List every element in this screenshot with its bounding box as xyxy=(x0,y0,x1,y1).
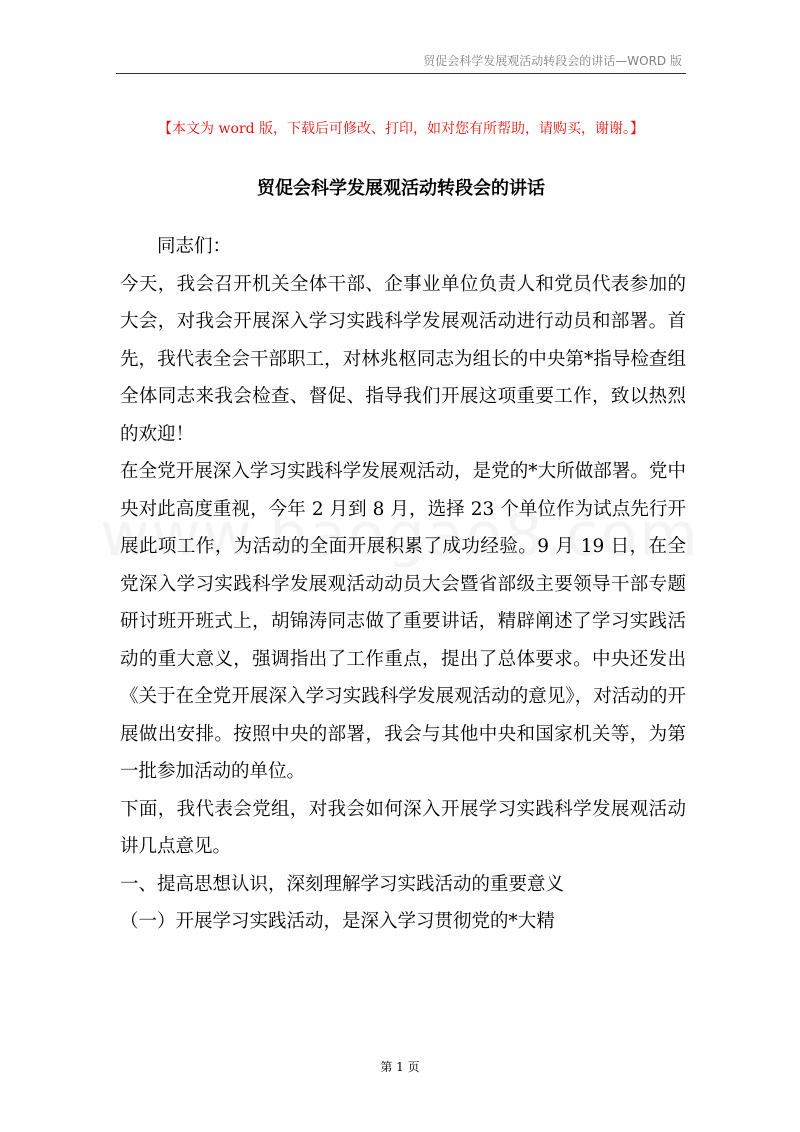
salutation: 同志们： xyxy=(157,236,232,257)
page-number: 第 1 页 xyxy=(380,1060,420,1074)
document-body xyxy=(120,228,686,941)
purchase-notice: 【本文为 word 版，下载后可修改、打印，如对您有所帮助，请购买，谢谢。】 xyxy=(158,121,644,137)
subsection-heading: （一）开展学习实践活动，是深入学习贯彻党的*大精 xyxy=(120,911,555,932)
document-title: 贸促会科学发展观活动转段会的讲话 xyxy=(257,178,545,199)
running-header: 贸促会科学发展观活动转段会的讲话—WORD 版 xyxy=(423,54,682,68)
body-paragraph: 今天，我会召开机关全体干部、企事业单位负责人和党员代表参加的大会，对我会开展深入学习实践科学发展观活动进行动员和部署。首先，我代表全会干部职工，对林兆枢同志为组长的中央第*指导检查组全体同志来我会检查、督促、指导我们开展这项重要工作，致以热烈的欢迎！ xyxy=(120,273,686,445)
body-paragraph: 在全党开展深入学习实践科学发展观活动，是党的*大所做部署。党中央对此高度重视，今年 2 月到 8 月，选择 23 个单位作为试点先行开展此项工作，为活动的全面开展积累了成功经验。9 月 19 日，在全党深入学习实践科学发展观活动动员大会暨省部级主要领导干部专题研讨班开班式上，胡锦涛同志做了重要讲话，精辟阐述了学习实践活动的重大意义，强调指出了工作重点，提出了总体要求。中央还发出《关于在全党开展深入学习实践科学发展观活动的意见》，对活动的开展做出安排。按照中央的部署，我会与其他中央和国家机关等，为第一批参加活动的单位。 xyxy=(120,461,686,782)
section-heading: 一、提高思想认识，深刻理解学习实践活动的重要意义 xyxy=(120,873,565,895)
header-divider xyxy=(116,73,686,74)
body-paragraph: 下面，我代表会党组，对我会如何深入开展学习实践科学发展观活动讲几点意见。 xyxy=(120,798,686,857)
